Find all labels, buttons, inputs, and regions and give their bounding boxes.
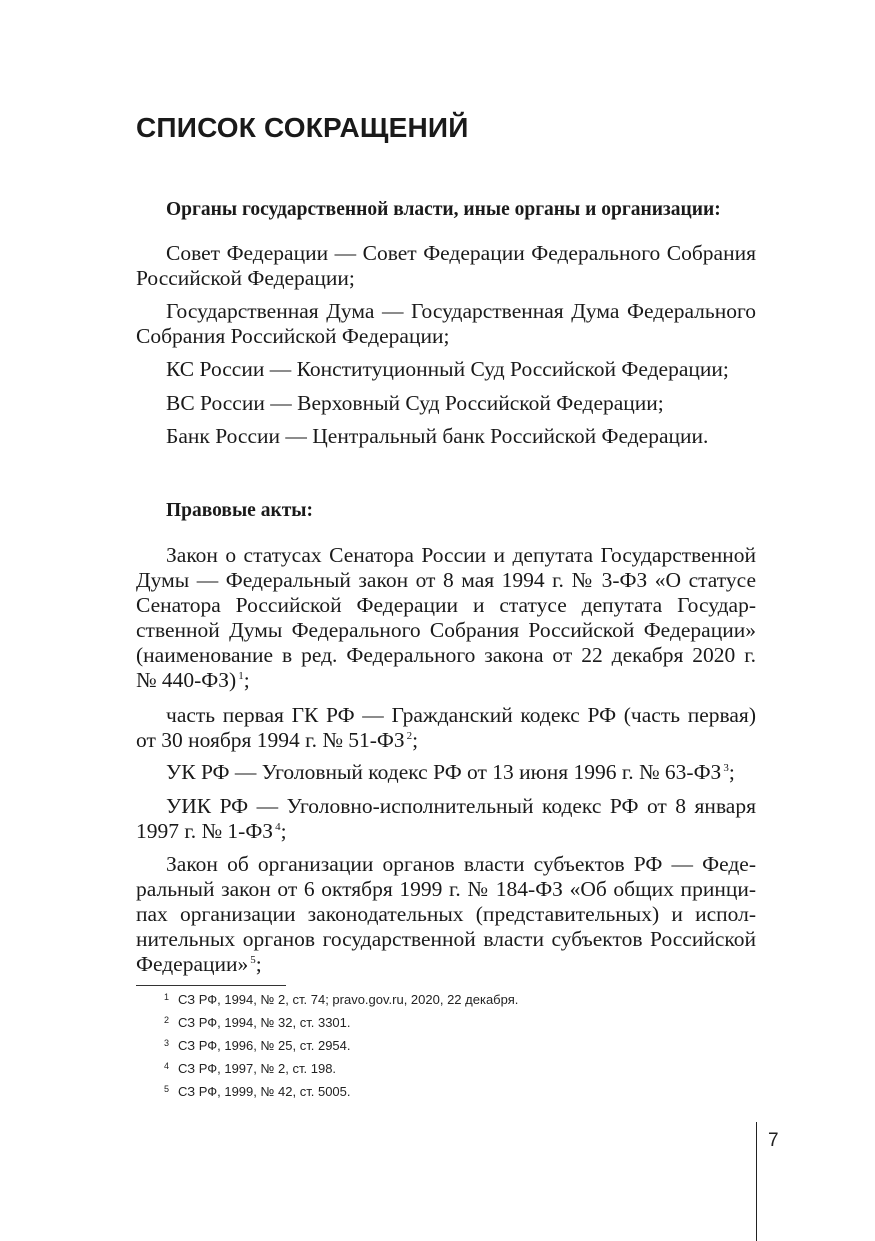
abbreviation-entry bbox=[136, 391, 756, 416]
footnote-number: 1 bbox=[164, 992, 170, 1002]
abbreviation-entry bbox=[136, 760, 756, 789]
entry-terminator: ; bbox=[243, 668, 250, 692]
entry-line: КС России — Конституционный Суд Российской Федерации; bbox=[166, 357, 729, 381]
abbreviation-entry bbox=[136, 299, 756, 349]
entry-line: Государственная Дума — Государственная Дума Федерального bbox=[166, 299, 756, 323]
footnotes-list bbox=[164, 992, 518, 1107]
abbreviation-entry bbox=[136, 424, 756, 449]
footnote-text: СЗ РФ, 1996, № 25, ст. 2954. bbox=[178, 1038, 351, 1053]
footnote-item bbox=[164, 1015, 518, 1038]
abbreviation-entry bbox=[136, 357, 756, 382]
footnote-number: 3 bbox=[164, 1038, 170, 1048]
entry-terminator: ; bbox=[280, 819, 287, 843]
entry-line: ВС России — Верховный Суд Российской Федерации; bbox=[166, 391, 664, 415]
entry-line: Думы — Федеральный закон от 8 мая 1994 г. № 3-ФЗ «О статусе bbox=[136, 568, 756, 592]
entry-terminator: ; bbox=[412, 728, 419, 752]
footnote-item bbox=[164, 1084, 518, 1107]
entry-line: нительных органов государственной власти субъектов Российской bbox=[136, 927, 756, 951]
footnote-ref[interactable]: 1 bbox=[238, 670, 244, 682]
abbreviation-entry bbox=[136, 543, 756, 697]
entry-line: (наименование в ред. Федерального закона от 22 декабря 2020 г. bbox=[136, 643, 756, 667]
footnote-ref[interactable]: 3 bbox=[723, 762, 729, 774]
footnote-text: СЗ РФ, 1994, № 32, ст. 3301. bbox=[178, 1015, 351, 1030]
footnote-number: 2 bbox=[164, 1015, 170, 1025]
entry-line: Сенатора Российской Федерации и статусе депутата Государ- bbox=[136, 593, 756, 617]
entry-line: ральный закон от 6 октября 1999 г. № 184-ФЗ «Об общих принци- bbox=[136, 877, 756, 901]
footnote-number: 4 bbox=[164, 1061, 170, 1071]
footnote-ref[interactable]: 2 bbox=[406, 730, 413, 742]
entry-line: Закон об организации органов власти субъектов РФ — Феде- bbox=[166, 852, 756, 876]
footnote-text: СЗ РФ, 1994, № 2, ст. 74; pravo.gov.ru, 2020, 22 декабря. bbox=[178, 992, 519, 1007]
entry-line: Банк России — Центральный банк Российской Федерации. bbox=[166, 424, 709, 448]
entry-line: Совет Федерации — Совет Федерации Федерального Собрания bbox=[166, 241, 756, 265]
entry-line: часть первая ГК РФ — Гражданский кодекс РФ (часть первая) bbox=[166, 703, 756, 727]
entry-line: Российской Федерации; bbox=[136, 266, 355, 290]
entry-line: № 440-ФЗ) bbox=[136, 668, 237, 692]
footnote-ref[interactable]: 4 bbox=[275, 821, 281, 833]
abbreviation-entry bbox=[136, 703, 756, 757]
entry-line: ственной Думы Федерального Собрания Российской Федерации» bbox=[136, 618, 756, 642]
entry-line: пах организации законодательных (представительных) и испол- bbox=[136, 902, 756, 926]
footnote-item bbox=[164, 1061, 518, 1084]
entry-terminator: ; bbox=[255, 952, 262, 976]
entry-terminator: ; bbox=[728, 760, 735, 784]
entry-line: Собрания Российской Федерации; bbox=[136, 324, 450, 348]
footnote-item bbox=[164, 1038, 518, 1061]
footnote-divider bbox=[136, 985, 286, 986]
entry-line: Закон о статусах Сенатора России и депутата Государственной bbox=[166, 543, 756, 567]
footnote-text: СЗ РФ, 1999, № 42, ст. 5005. bbox=[178, 1084, 351, 1099]
abbreviation-entry bbox=[136, 794, 756, 848]
abbreviation-entry bbox=[136, 241, 756, 291]
entry-line: УИК РФ — Уголовно-исполнительный кодекс РФ от 8 января bbox=[166, 794, 756, 818]
entry-line: Федерации» bbox=[136, 952, 249, 976]
footnote-item bbox=[164, 992, 518, 1015]
footnote-text: СЗ РФ, 1997, № 2, ст. 198. bbox=[178, 1061, 337, 1076]
page-title: СПИСОК СОКРАЩЕНИЙ bbox=[136, 112, 469, 143]
section-heading-bodies: Органы государственной власти, иные органы и организации: bbox=[166, 199, 721, 220]
entry-line: УК РФ — Уголовный кодекс РФ от 13 июня 1996 г. № 63-ФЗ bbox=[166, 760, 722, 784]
page-number-rule bbox=[756, 1122, 757, 1241]
footnote-ref[interactable]: 5 bbox=[250, 954, 256, 966]
entry-line: от 30 ноября 1994 г. № 51-ФЗ bbox=[136, 728, 405, 752]
entry-line: 1997 г. № 1-ФЗ bbox=[136, 819, 274, 843]
footnote-number: 5 bbox=[164, 1084, 170, 1094]
page-number: 7 bbox=[768, 1130, 779, 1151]
abbreviation-entry bbox=[136, 852, 756, 981]
section-heading-legal-acts: Правовые акты: bbox=[166, 500, 313, 521]
